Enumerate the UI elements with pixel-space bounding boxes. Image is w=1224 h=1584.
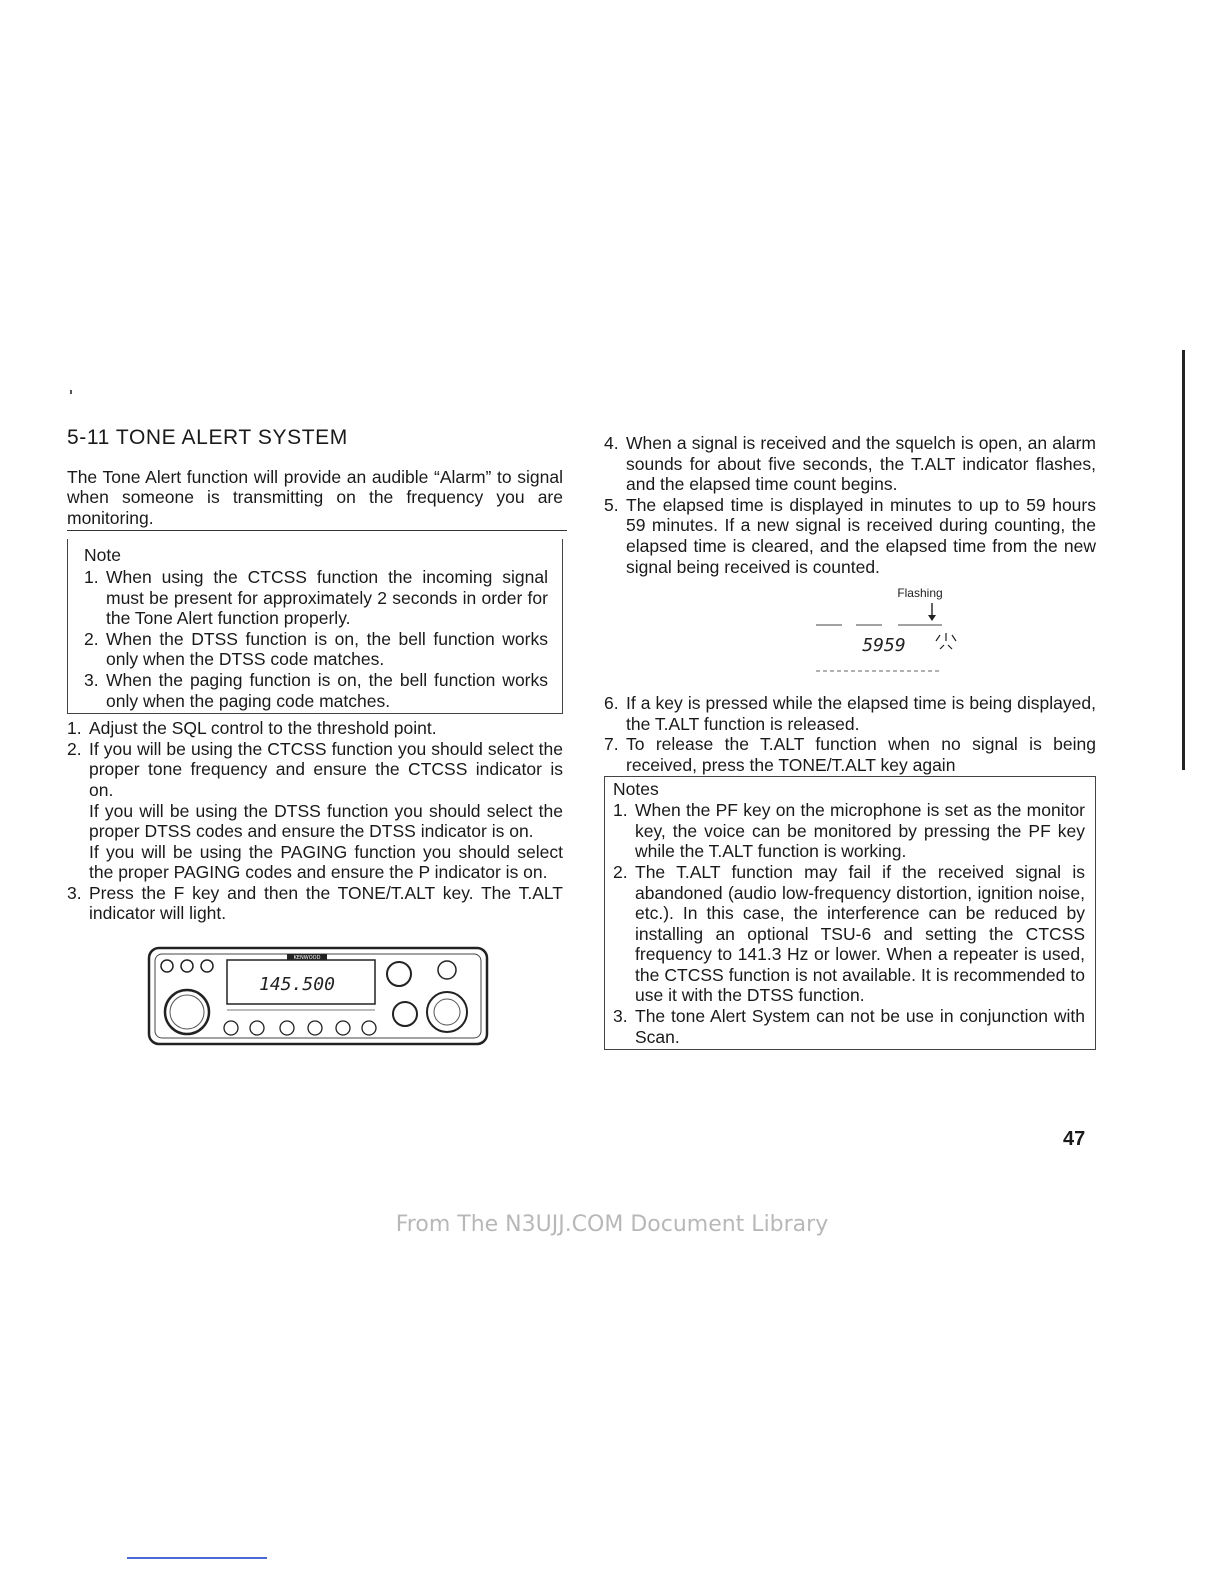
step-paragraph: Press the F key and then the TONE/T.ALT key. The T.ALT indicator will light. bbox=[89, 882, 563, 924]
notes-item bbox=[613, 800, 1085, 862]
lcd-illustration bbox=[812, 583, 982, 679]
steps-list-right-a bbox=[604, 433, 1096, 577]
note-item-number: 2. bbox=[84, 628, 99, 649]
notes-item-text: When the PF key on the microphone is set as the monitor key, the voice can be monitored by pressing the PF key while the T.ALT function is working. bbox=[635, 800, 1085, 862]
note-item-text: When using the CTCSS function the incoming signal must be present for approximately 2 seconds in order for the Tone Alert function properly. bbox=[106, 566, 548, 629]
step-number: 3. bbox=[67, 882, 82, 903]
step-item bbox=[604, 734, 1096, 775]
step-text: When a signal is received and the squelch is open, an alarm sounds for about five seconds, the T.ALT indicator flashes, and the elapsed time count begins. bbox=[626, 433, 1096, 495]
step-number: 6. bbox=[604, 693, 619, 714]
step-number: 4. bbox=[604, 433, 619, 453]
left-column bbox=[67, 428, 563, 1048]
scan-speck bbox=[70, 390, 72, 394]
notes-item-number: 3. bbox=[613, 1006, 628, 1027]
notes-item-number: 1. bbox=[613, 800, 628, 821]
binding-edge-line bbox=[1182, 350, 1185, 770]
frequency-readout: 145.500 bbox=[259, 974, 335, 996]
step-text: To release the T.ALT function when no signal is being received, press the TONE/T.ALT key again bbox=[626, 734, 1096, 775]
page-number: 47 bbox=[1063, 1128, 1086, 1150]
notes-item-text: The tone Alert System can not be use in conjunction with Scan. bbox=[635, 1006, 1085, 1047]
footer-watermark: From The N3UJJ.COM Document Library bbox=[395, 1212, 829, 1237]
bottom-rule bbox=[127, 1557, 267, 1559]
note-list bbox=[84, 567, 548, 711]
notes-box bbox=[604, 776, 1096, 1051]
elapsed-time-readout: 5959 bbox=[862, 635, 906, 657]
lcd-flashing-figure bbox=[812, 583, 982, 679]
section-title: 5-11 TONE ALERT SYSTEM bbox=[67, 426, 348, 449]
note-item-text: When the DTSS function is on, the bell function works only when the DTSS code matches. bbox=[106, 628, 548, 670]
notes-item bbox=[613, 862, 1085, 1006]
step-text bbox=[89, 883, 563, 924]
step-item bbox=[604, 693, 1096, 734]
note-item bbox=[84, 670, 548, 711]
step-item bbox=[604, 495, 1096, 577]
notes-item-number: 2. bbox=[613, 861, 628, 882]
step-text: If a key is pressed while the elapsed time is being displayed, the T.ALT function is released. bbox=[626, 693, 1096, 734]
brand-label: KENWOOD bbox=[293, 955, 321, 962]
notes-item bbox=[613, 1006, 1085, 1047]
step-paragraph: If you will be using the DTSS function you should select the proper DTSS codes and ensure the DTSS indicator is on. bbox=[89, 800, 563, 842]
note-heading: Note bbox=[84, 545, 121, 566]
step-text bbox=[89, 739, 563, 883]
step-number: 2. bbox=[67, 738, 82, 759]
steps-list-left bbox=[67, 718, 563, 924]
intro-paragraph: The Tone Alert function will provide an audible “Alarm” to signal when someone is transmitting on the frequency you are monitoring. bbox=[67, 466, 563, 528]
radio-illustration bbox=[147, 944, 489, 1048]
note-box bbox=[67, 539, 563, 714]
right-column bbox=[604, 433, 1096, 1054]
note-item bbox=[84, 629, 548, 670]
flashing-bell-icon bbox=[936, 633, 956, 649]
step-number: 5. bbox=[604, 494, 619, 515]
intro-underline bbox=[67, 530, 567, 531]
flashing-label: Flashing bbox=[897, 586, 943, 601]
step-paragraph: Adjust the SQL control to the threshold point. bbox=[89, 718, 437, 739]
step-number: 1. bbox=[67, 718, 82, 739]
step-item bbox=[604, 433, 1096, 495]
step-text bbox=[89, 718, 563, 739]
note-item-number: 3. bbox=[84, 669, 99, 690]
note-item-text: When the paging function is on, the bell function works only when the paging code matches. bbox=[106, 669, 548, 711]
step-item bbox=[67, 883, 563, 924]
step-paragraph: If you will be using the PAGING function you should select the proper PAGING codes and ensure the P indicator is on. bbox=[89, 841, 563, 883]
step-text: The elapsed time is displayed in minutes to up to 59 hours 59 minutes. If a new signal is received during counting, the elapsed time is cleared, and the elapsed time from the new signal being received is counted. bbox=[626, 494, 1096, 577]
step-item bbox=[67, 718, 563, 739]
notes-item-text: The T.ALT function may fail if the received signal is abandoned (audio low-frequency distortion, ignition noise, etc.). In this case, the interference can be reduced by installing an optional TSU-6 and setting the CTCSS frequency to 141.3 Hz or lower. When a repeater is used, the CTCSS function is not available. It is recommended to use it with the DTSS function. bbox=[635, 861, 1085, 1006]
steps-list-right-b bbox=[604, 693, 1096, 775]
step-item bbox=[67, 739, 563, 883]
radio-front-panel-figure bbox=[147, 944, 489, 1048]
notes-heading: Notes bbox=[613, 778, 659, 799]
notes-list bbox=[613, 800, 1085, 1047]
step-paragraph: If you will be using the CTCSS function you should select the proper tone frequency and ensure the CTCSS indicator is on. bbox=[89, 738, 563, 800]
note-item bbox=[84, 567, 548, 629]
note-item-number: 1. bbox=[84, 566, 99, 587]
step-number: 7. bbox=[604, 734, 619, 755]
